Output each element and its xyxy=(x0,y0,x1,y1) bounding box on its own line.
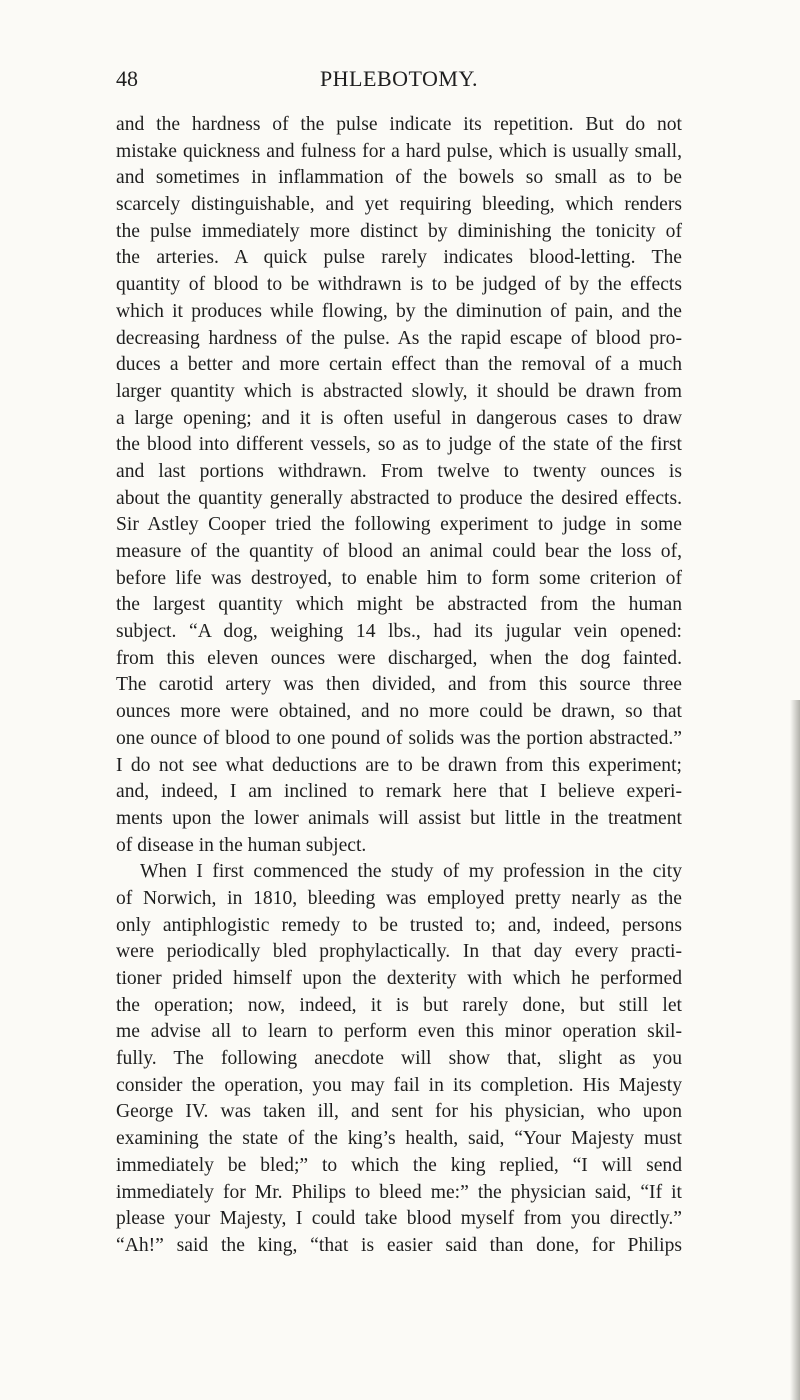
text-line: from this eleven ounces were discharged, when the dog fainted. xyxy=(116,647,682,669)
text-line: George IV. was taken ill, and sent for his physician, who upon xyxy=(116,1101,682,1123)
text-line: larger quantity which is abstracted slowly, it should be drawn from xyxy=(116,380,682,402)
text-line: mistake quickness and fulness for a hard pulse, which is usually small, xyxy=(116,140,682,162)
body-text xyxy=(116,112,682,1260)
text-line: of Norwich, in 1810, bleeding was employed pretty nearly as the xyxy=(116,887,682,909)
text-line: duces a better and more certain effect than the removal of a much xyxy=(116,354,682,376)
text-line: ounces more were obtained, and no more could be drawn, so that xyxy=(116,701,682,723)
text-line: a large opening; and it is often useful in dangerous cases to draw xyxy=(116,407,682,429)
text-line: When I first commenced the study of my profession in the city xyxy=(140,861,682,883)
text-line: the pulse immediately more distinct by diminishing the tonicity of xyxy=(116,220,682,242)
page-header xyxy=(116,66,682,96)
text-line: immediately for Mr. Philips to bleed me:” the physician said, “If it xyxy=(116,1181,682,1203)
text-line: ments upon the lower animals will assist but little in the treatment xyxy=(116,807,682,829)
text-line: about the quantity generally abstracted to produce the desired effects. xyxy=(116,487,682,509)
page-edge-shadow xyxy=(790,700,800,1400)
text-line: the operation; now, indeed, it is but rarely done, but still let xyxy=(116,994,682,1016)
text-line: me advise all to learn to perform even this minor operation skil- xyxy=(116,1021,682,1043)
text-line: fully. The following anecdote will show that, slight as you xyxy=(116,1048,682,1070)
text-line: and the hardness of the pulse indicate its repetition. But do not xyxy=(116,114,682,135)
text-line: quantity of blood to be withdrawn is to be judged of by the effects xyxy=(116,274,682,296)
text-line: subject. “A dog, weighing 14 lbs., had its jugular vein opened: xyxy=(116,621,682,643)
text-line: Sir Astley Cooper tried the following experiment to judge in some xyxy=(116,514,682,536)
text-line: I do not see what deductions are to be drawn from this experiment; xyxy=(116,754,682,776)
text-line: were periodically bled prophylactically. In that day every practi- xyxy=(116,941,682,963)
text-line: of disease in the human subject. xyxy=(116,834,367,856)
text-line: and, indeed, I am inclined to remark here that I believe experi- xyxy=(116,781,682,803)
text-line: the arteries. A quick pulse rarely indicates blood-letting. The xyxy=(116,247,682,269)
text-line: immediately be bled;” to which the king replied, “I will send xyxy=(116,1154,682,1176)
text-line: and last portions withdrawn. From twelve to twenty ounces is xyxy=(116,460,682,482)
text-line: scarcely distinguishable, and yet requiring bleeding, which renders xyxy=(116,194,682,216)
text-line: decreasing hardness of the pulse. As the rapid escape of blood pro- xyxy=(116,327,682,349)
page-number: 48 xyxy=(116,66,138,91)
text-line: one ounce of blood to one pound of solids was the portion abstracted.” xyxy=(116,727,682,749)
running-head: PHLEBOTOMY. xyxy=(319,66,479,91)
text-line: before life was destroyed, to enable him to form some criterion of xyxy=(116,567,682,589)
text-line: The carotid artery was then divided, and from this source three xyxy=(116,674,682,696)
text-line: which it produces while flowing, by the diminution of pain, and the xyxy=(116,300,682,322)
text-line: tioner prided himself upon the dexterity with which he performed xyxy=(116,968,682,989)
text-line: only antiphlogistic remedy to be trusted to; and, indeed, persons xyxy=(116,914,682,936)
text-line: please your Majesty, I could take blood myself from you directly.” xyxy=(116,1208,682,1230)
text-line: “Ah!” said the king, “that is easier said than done, for Philips xyxy=(116,1234,682,1256)
text-line: examining the state of the king’s health, said, “Your Majesty must xyxy=(116,1128,682,1150)
text-line: the blood into different vessels, so as to judge of the state of the first xyxy=(116,434,682,456)
text-line: the largest quantity which might be abstracted from the human xyxy=(116,594,682,616)
text-line: measure of the quantity of blood an animal could bear the loss of, xyxy=(116,541,682,562)
text-line: consider the operation, you may fail in its completion. His Majesty xyxy=(116,1074,682,1096)
text-line: and sometimes in inflammation of the bowels so small as to be xyxy=(116,167,682,189)
